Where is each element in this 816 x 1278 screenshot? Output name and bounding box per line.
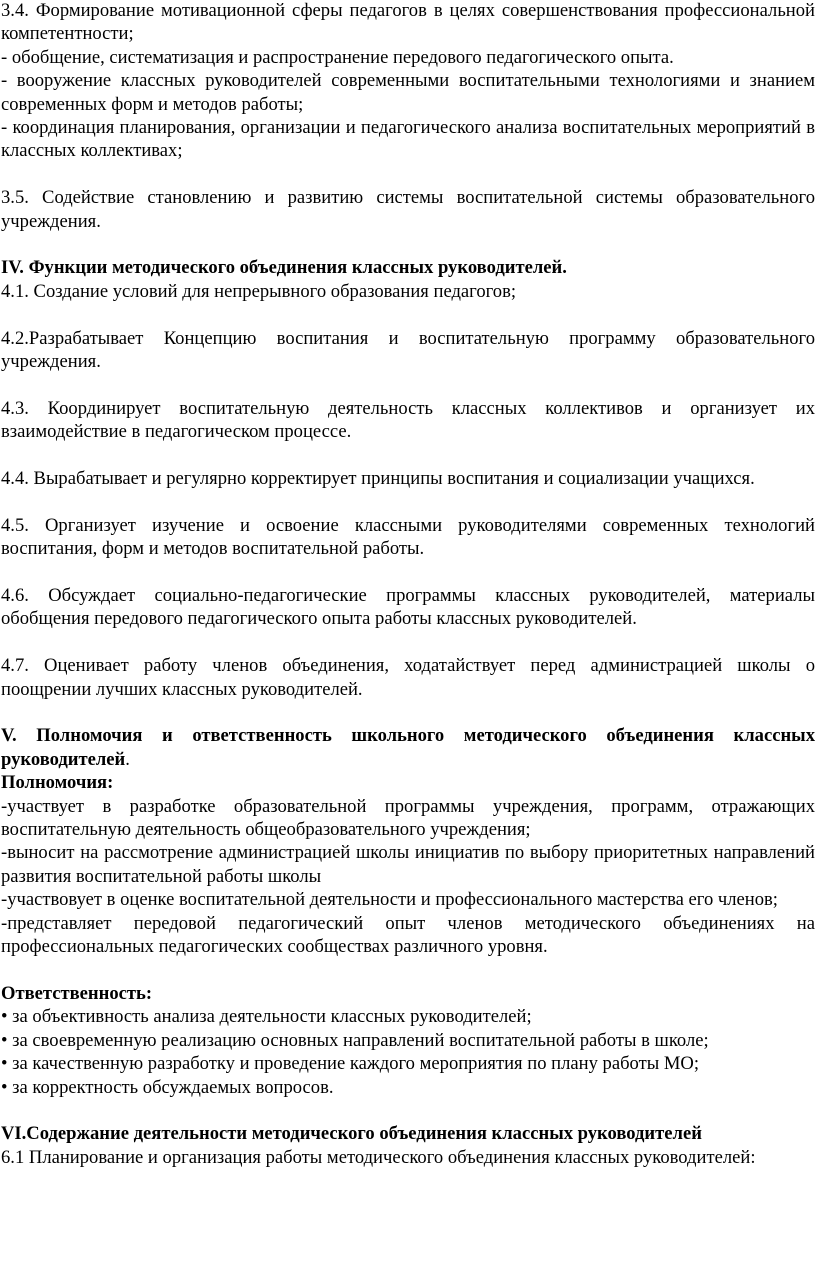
power-item-1: -участвует в разработке образовательной программы учреждения, программ, отражающих воспитательную деятельность общеобразовательного учреждения;: [1, 795, 815, 841]
responsibility-item-2: • за своевременную реализацию основных направлений воспитательной работы в школе;: [1, 1029, 709, 1051]
bullet-3-3: - координация планирования, организации и педагогического анализа воспитательных мероприятий в классных коллективах;: [1, 117, 815, 162]
spacer: [1, 701, 815, 724]
spacer: [1, 561, 815, 584]
bullet-3-2: - вооружение классных руководителей современными воспитательными технологиями и знанием современных форм и методов работы;: [1, 70, 815, 115]
spacer: [1, 959, 815, 982]
section-5-heading: [1, 724, 815, 771]
item-6-1: 6.1 Планирование и организация работы методического объединения классных руководителей:: [1, 1146, 756, 1168]
power-item-2: -выносит на рассмотрение администрацией школы инициатив по выбору приоритетных направлений развития воспитательной работы школы: [1, 842, 815, 887]
responsibility-label: Ответственность:: [1, 982, 153, 1004]
item-4-3: 4.3. Координирует воспитательную деятельность классных коллективов и организует их взаимодействие в педагогическом процессе.: [1, 397, 815, 443]
spacer: [1, 303, 815, 326]
bullet-3-1: - обобщение, систематизация и распространение передового педагогического опыта.: [1, 46, 674, 68]
section-5-heading-period: .: [125, 748, 130, 770]
spacer: [1, 1099, 815, 1122]
power-item-4: -представляет передовой педагогический опыт членов методического объединениях на профессиональных педагогических сообществах различного уровня.: [1, 912, 815, 958]
spacer: [1, 490, 815, 513]
powers-label: Полномочия:: [1, 772, 114, 794]
section-5-heading-text: V. Полномочия и ответственность школьного методического объединения классных руководителей: [1, 725, 815, 770]
power-item-3: -участвовует в оценке воспитательной деятельности и профессионального мастерства его членов;: [1, 889, 778, 911]
item-4-6: 4.6. Обсуждает социально-педагогические программы классных руководителей, материалы обобщения передового педагогического опыта работы классных руководителей.: [1, 585, 815, 630]
responsibility-item-1: • за объективность анализа деятельности классных руководителей;: [1, 1006, 532, 1028]
responsibility-item-3: • за качественную разработку и проведение каждого мероприятия по плану работы МО;: [1, 1053, 699, 1075]
item-4-5: 4.5. Организует изучение и освоение классными руководителями современных технологий воспитания, форм и методов воспитательной работы.: [1, 514, 815, 560]
spacer: [1, 163, 815, 186]
item-4-7: 4.7. Оценивает работу членов объединения, ходатайствует перед администрацией школы о поощрении лучших классных руководителей.: [1, 655, 815, 700]
section-6-heading: VI.Содержание деятельности методического объединения классных руководителей: [1, 1123, 702, 1145]
item-4-4: 4.4. Вырабатывает и регулярно корректирует принципы воспитания и социализации учащихся.: [1, 468, 755, 490]
spacer: [1, 631, 815, 654]
section-4-heading: IV. Функции методического объединения классных руководителей.: [1, 257, 567, 279]
spacer: [1, 444, 815, 467]
item-4-1: 4.1. Создание условий для непрерывного образования педагогов;: [1, 280, 517, 302]
spacer: [1, 233, 815, 256]
item-4-2: 4.2.Разрабатывает Концепцию воспитания и воспитательную программу образовательного учреждения.: [1, 327, 815, 373]
responsibility-item-4: • за корректность обсуждаемых вопросов.: [1, 1076, 334, 1098]
item-3-5: 3.5. Содействие становлению и развитию системы воспитательной системы образовательного учреждения.: [1, 187, 815, 232]
item-3-4: 3.4. Формирование мотивационной сферы педагогов в целях совершенствования профессиональной компетентности;: [1, 0, 815, 45]
spacer: [1, 373, 815, 396]
